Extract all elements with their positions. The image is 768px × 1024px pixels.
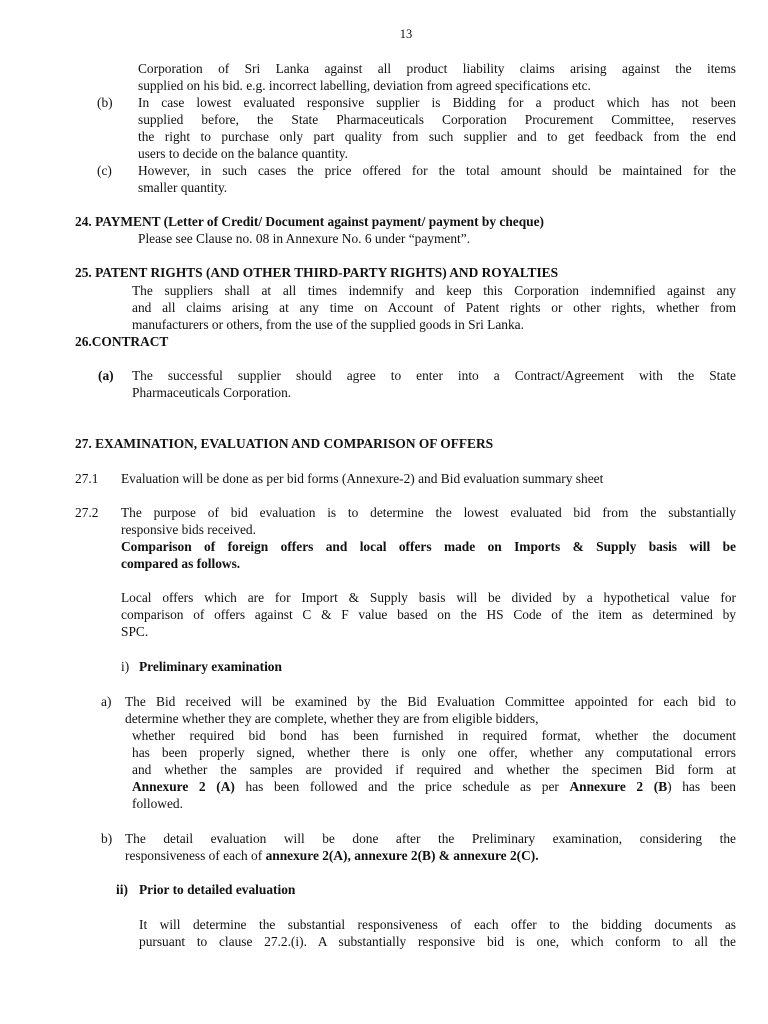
section-25-heading: 25. PATENT RIGHTS (AND OTHER THIRD-PARTY RIGHTS) AND ROYALTIES bbox=[75, 265, 559, 280]
clause-27-2-line-2: responsive bids received. bbox=[121, 522, 256, 537]
comparison-bold-line-1: Comparison of foreign offers and local offers made on Imports & Supply basis will be bbox=[121, 539, 736, 554]
local-offers-line-1: Local offers which are for Import & Supply basis will be divided by a hypothetical value for bbox=[121, 590, 736, 605]
clause-27-2-line-1: The purpose of bid evaluation is to determine the lowest evaluated bid from the substantially bbox=[121, 505, 736, 520]
prelim-b-label: b) bbox=[101, 831, 113, 846]
clause-b-label: (b) bbox=[97, 95, 113, 110]
clause-27-2-number: 27.2 bbox=[75, 505, 99, 520]
clause-b-line-4: users to decide on the balance quantity. bbox=[138, 146, 348, 161]
prior-number: ii) bbox=[116, 882, 128, 897]
section-27-heading: 27. EXAMINATION, EVALUATION AND COMPARISON OF OFFERS bbox=[75, 436, 494, 451]
prelim-a-line-3: whether required bid bond has been furnished in required format, whether the document bbox=[132, 728, 736, 743]
section-25-line-2: and all claims arising at any time on Account of Patent rights or other rights, whether from bbox=[132, 300, 736, 315]
prelim-a-line-6-mid: has been followed and the price schedule as per bbox=[234, 779, 570, 794]
annexure-refs: annexure 2(A), annexure 2(B) & annexure 2(C). bbox=[265, 848, 539, 863]
section-25-line-3: manufacturers or others, from the use of the supplied goods in Sri Lanka. bbox=[132, 317, 524, 332]
clause-a-line-1: Corporation of Sri Lanka against all product liability claims arising against the items bbox=[138, 61, 736, 76]
prelim-a-line-6 bbox=[132, 778, 736, 795]
local-offers-line-3: SPC. bbox=[121, 624, 149, 639]
prior-line-1: It will determine the substantial responsiveness of each offer to the bidding documents as bbox=[139, 917, 736, 932]
prelim-b-line-2-plain: responsiveness of each of bbox=[125, 848, 266, 863]
clause-b-line-1: In case lowest evaluated responsive supplier is Bidding for a product which has not been bbox=[138, 95, 736, 110]
local-offers-line-2: comparison of offers against C & F value based on the HS Code of the item as determined by bbox=[121, 607, 736, 622]
comparison-bold-line-2: compared as follows. bbox=[121, 556, 241, 571]
prelim-a-line-7: followed. bbox=[132, 796, 183, 811]
prelim-a-line-1: The Bid received will be examined by the Bid Evaluation Committee appointed for each bid to bbox=[125, 694, 736, 709]
prelim-a-label: a) bbox=[101, 694, 112, 709]
prelim-a-line-5: and whether the samples are provided if required and whether the specimen Bid form at bbox=[132, 762, 736, 777]
preliminary-title: Preliminary examination bbox=[139, 659, 282, 674]
section-26-a-line-2: Pharmaceuticals Corporation. bbox=[132, 385, 292, 400]
prelim-a-line-6-end: ) has been bbox=[667, 779, 736, 794]
annexure-2a-ref: Annexure 2 (A) bbox=[132, 779, 235, 794]
clause-c-line-2: smaller quantity. bbox=[138, 180, 228, 195]
section-26-heading: 26.CONTRACT bbox=[75, 334, 169, 349]
prior-line-2: pursuant to clause 27.2.(i). A substantially responsive bid is one, which conform to all the bbox=[139, 934, 736, 949]
prelim-b-line-1: The detail evaluation will be done after the Preliminary examination, considering the bbox=[125, 831, 736, 846]
annexure-2b-ref: Annexure 2 (B bbox=[569, 779, 668, 794]
prior-title: Prior to detailed evaluation bbox=[139, 882, 296, 897]
prelim-a-line-2: determine whether they are complete, whether they are from eligible bidders, bbox=[125, 711, 539, 726]
clause-c-label: (c) bbox=[97, 163, 112, 178]
section-26-a-line-1: The successful supplier should agree to enter into a Contract/Agreement with the State bbox=[132, 368, 736, 383]
clause-27-1-number: 27.1 bbox=[75, 471, 99, 486]
clause-b-line-3: the right to purchase only part quality from such supplier and to get feedback from the end bbox=[138, 129, 736, 144]
clause-b-line-2: supplied before, the State Pharmaceuticals Corporation Procurement Committee, reserves bbox=[138, 112, 736, 127]
preliminary-number: i) bbox=[121, 659, 130, 674]
section-26-a-label: (a) bbox=[98, 368, 114, 383]
section-24-heading: 24. PAYMENT (Letter of Credit/ Document against payment/ payment by cheque) bbox=[75, 214, 545, 229]
prelim-b-line-2 bbox=[125, 847, 539, 864]
page-number: 13 bbox=[399, 27, 413, 41]
clause-27-1-text: Evaluation will be done as per bid forms (Annexure-2) and Bid evaluation summary sheet bbox=[121, 471, 604, 486]
clause-c-line-1: However, in such cases the price offered for the total amount should be maintained for the bbox=[138, 163, 736, 178]
clause-a-line-2: supplied on his bid. e.g. incorrect labelling, deviation from agreed specifications etc. bbox=[138, 78, 591, 93]
section-24-text: Please see Clause no. 08 in Annexure No. 6 under “payment”. bbox=[138, 231, 471, 246]
section-25-line-1: The suppliers shall at all times indemnify and keep this Corporation indemnified against any bbox=[132, 283, 736, 298]
prelim-a-line-4: has been properly signed, whether there is only one offer, whether any computational errors bbox=[132, 745, 736, 760]
